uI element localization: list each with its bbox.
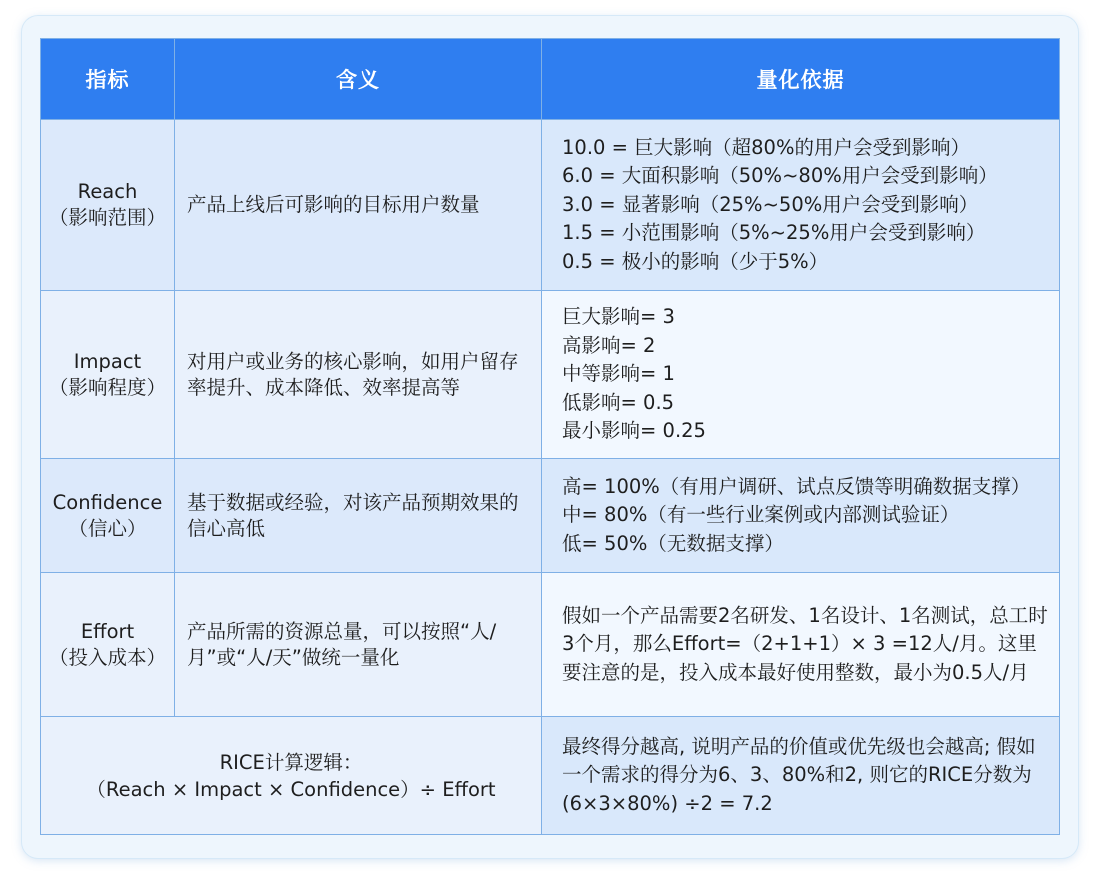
formula-explanation-cell — [542, 717, 1060, 835]
basis-text: 假如一个产品需要2名研发、1名设计、1名测试，总工时3个月，那么Effort=（2+1+1）× 3 =12人/月。这里要注意的是，投入成本最好使用整数，最小为0.5人/月 — [562, 603, 1048, 684]
metric-name-cn: （信心） — [68, 516, 147, 540]
metric-name-cn: （投入成本） — [48, 645, 166, 669]
metric-name-cn: （影响范围） — [48, 206, 166, 229]
meaning-cell — [175, 291, 542, 459]
basis-line: 巨大影响= 3 — [562, 305, 675, 329]
formula-cell — [41, 717, 542, 835]
meaning-cell — [175, 459, 542, 573]
formula-explanation: 最终得分越高, 说明产品的价值或优先级也会越高; 假如一个需求的得分为6、3、80%和2, 则它的RICE分数为 (6×3×80%) ÷2 = 7.2 — [562, 734, 1036, 815]
metric-name: Reach — [77, 180, 138, 203]
rice-table — [40, 38, 1060, 835]
header-meaning: 含义 — [175, 39, 542, 120]
meaning-text: 产品所需的资源总量，可以按照“人/月”或“人/天”做统一量化 — [187, 619, 497, 669]
table-row-formula — [41, 717, 1060, 835]
metric-name: Effort — [80, 619, 135, 643]
meaning-text: 基于数据或经验，对该产品预期效果的信心高低 — [187, 490, 519, 540]
table-row-reach — [41, 120, 1060, 291]
basis-line: 低影响= 0.5 — [562, 390, 675, 414]
header-basis: 量化依据 — [542, 39, 1060, 120]
basis-line: 1.5 = 小范围影响（5%~25%用户会受到影响） — [562, 221, 986, 245]
basis-line: 最小影响= 0.25 — [562, 419, 706, 443]
formula-expression: （Reach × Impact × Confidence）÷ Effort — [86, 777, 496, 801]
formula-label: RICE计算逻辑： — [219, 750, 363, 774]
basis-line: 0.5 = 极小的影响（少于5%） — [562, 249, 829, 273]
basis-line: 高= 100%（有用户调研、试点反馈等明确数据支撑） — [562, 474, 1031, 498]
basis-line: 高影响= 2 — [562, 333, 656, 357]
basis-cell — [542, 573, 1060, 717]
table-row-confidence — [41, 459, 1060, 573]
metric-name: Confidence — [52, 490, 163, 514]
metric-name: Impact — [73, 349, 142, 373]
metric-cell — [41, 573, 175, 717]
table-row-effort — [41, 573, 1060, 717]
metric-name-cn: （影响程度） — [48, 375, 166, 399]
basis-line: 低= 50%（无数据支撑） — [562, 531, 784, 555]
metric-cell — [41, 291, 175, 459]
basis-line: 6.0 = 大面积影响（50%~80%用户会受到影响） — [562, 164, 998, 188]
meaning-text: 对用户或业务的核心影响，如用户留存率提升、成本降低、效率提高等 — [187, 349, 519, 399]
meaning-text: 产品上线后可影响的目标用户数量 — [187, 193, 480, 216]
basis-line: 中= 80%（有一些行业案例或内部测试验证） — [562, 503, 960, 527]
metric-cell — [41, 120, 175, 291]
basis-line: 3.0 = 显著影响（25%~50%用户会受到影响） — [562, 192, 979, 216]
header-row — [41, 39, 1060, 120]
basis-cell — [542, 291, 1060, 459]
meaning-cell — [175, 573, 542, 717]
basis-line: 中等影响= 1 — [562, 362, 675, 386]
basis-line: 10.0 = 巨大影响（超80%的用户会受到影响） — [562, 135, 970, 159]
table-row-impact — [41, 291, 1060, 459]
header-metric: 指标 — [41, 39, 175, 120]
meaning-cell — [175, 120, 542, 291]
basis-cell — [542, 120, 1060, 291]
metric-cell — [41, 459, 175, 573]
basis-cell — [542, 459, 1060, 573]
